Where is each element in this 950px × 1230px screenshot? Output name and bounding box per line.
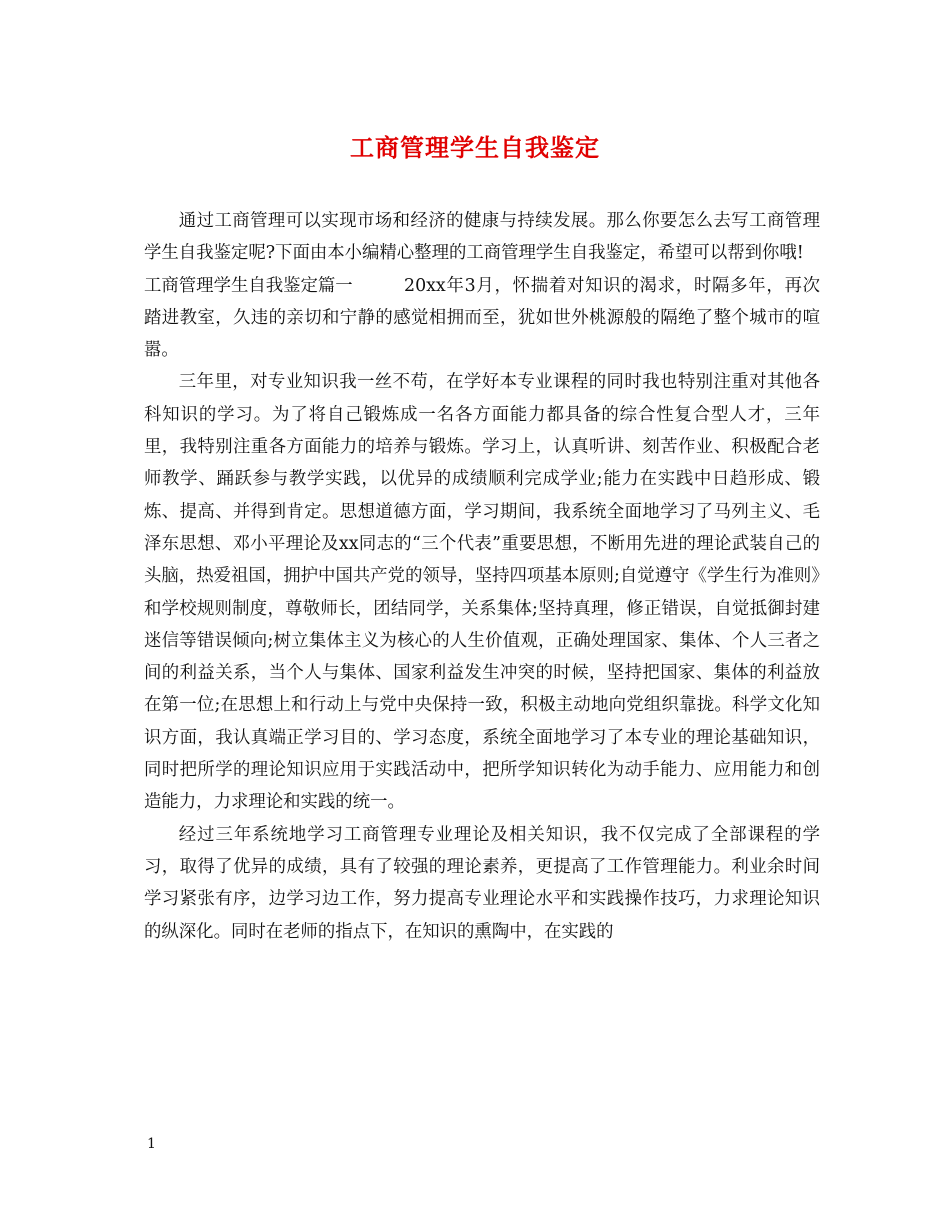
page-number: 1 bbox=[147, 1136, 156, 1152]
intro-paragraph: 通过工商管理可以实现市场和经济的健康与持续发展。那么你要怎么去写工商管理学生自我鉴定呢?下面由本小编精心整理的工商管理学生自我鉴定，希望可以帮到你哦! bbox=[144, 211, 820, 264]
document-title: 工商管理学生自我鉴定 bbox=[350, 133, 600, 162]
body-paragraph-2: 三年里，对专业知识我一丝不苟，在学好本专业课程的同时我也特别注重对其他各科知识的学习。为了将自己锻炼成一名各方面能力都具备的综合性复合型人才，三年里，我特别注重各方面能力的培养与锻炼。学习上，认真听讲、刻苦作业、积极配合老师教学、踊跃参与教学实践，以优异的成绩顺利完成学业;能力在实践中日趋形成、锻炼、提高、并得到肯定。思想道德方面，学习期间，我系统全面地学习了马列主义、毛泽东思想、邓小平理论及xx同志的“三个代表”重要思想，不断用先进的理论武装自己的头脑，热爱祖国，拥护中国共产党的领导，坚持四项基本原则;自觉遵守《学生行为准则》和学校规则制度，尊敬师长，团结同学，关系集体;坚持真理，修正错误，自觉抵御封建迷信等错误倾向;树立集体主义为核心的人生价值观，正确处理国家、集体、个人三者之间的利益关系，当个人与集体、国家利益发生冲突的时候，坚持把国家、集体的利益放在第一位;在思想上和行动上与党中央保持一致，积极主动地向党组织靠拢。科学文化知识方面，我认真端正学习目的、学习态度，系统全面地学习了本专业的理论基础知识，同时把所学的理论知识应用于实践活动中，把所学知识转化为动手能力、应用能力和创造能力，力求理论和实践的统一。 bbox=[144, 372, 820, 813]
document-body bbox=[144, 205, 820, 948]
section-paragraph bbox=[144, 270, 820, 367]
section-heading: 工商管理学生自我鉴定篇一 bbox=[144, 275, 353, 296]
section-first-text: 20xx年3月，怀揣着对知识的渴求，时隔多年，再次踏进教室，久违的亲切和宁静的感觉相拥而至，犹如世外桃源般的隔绝了整个城市的喧嚣。 bbox=[144, 275, 820, 361]
body-paragraph-3: 经过三年系统地学习工商管理专业理论及相关知识，我不仅完成了全部课程的学习，取得了优异的成绩，具有了较强的理论素养，更提高了工作管理能力。利业余时间学习紧张有序，边学习边工作，努力提高专业理论水平和实践操作技巧，力求理论知识的纵深化。同时在老师的指点下，在知识的熏陶中，在实践的 bbox=[144, 824, 820, 942]
